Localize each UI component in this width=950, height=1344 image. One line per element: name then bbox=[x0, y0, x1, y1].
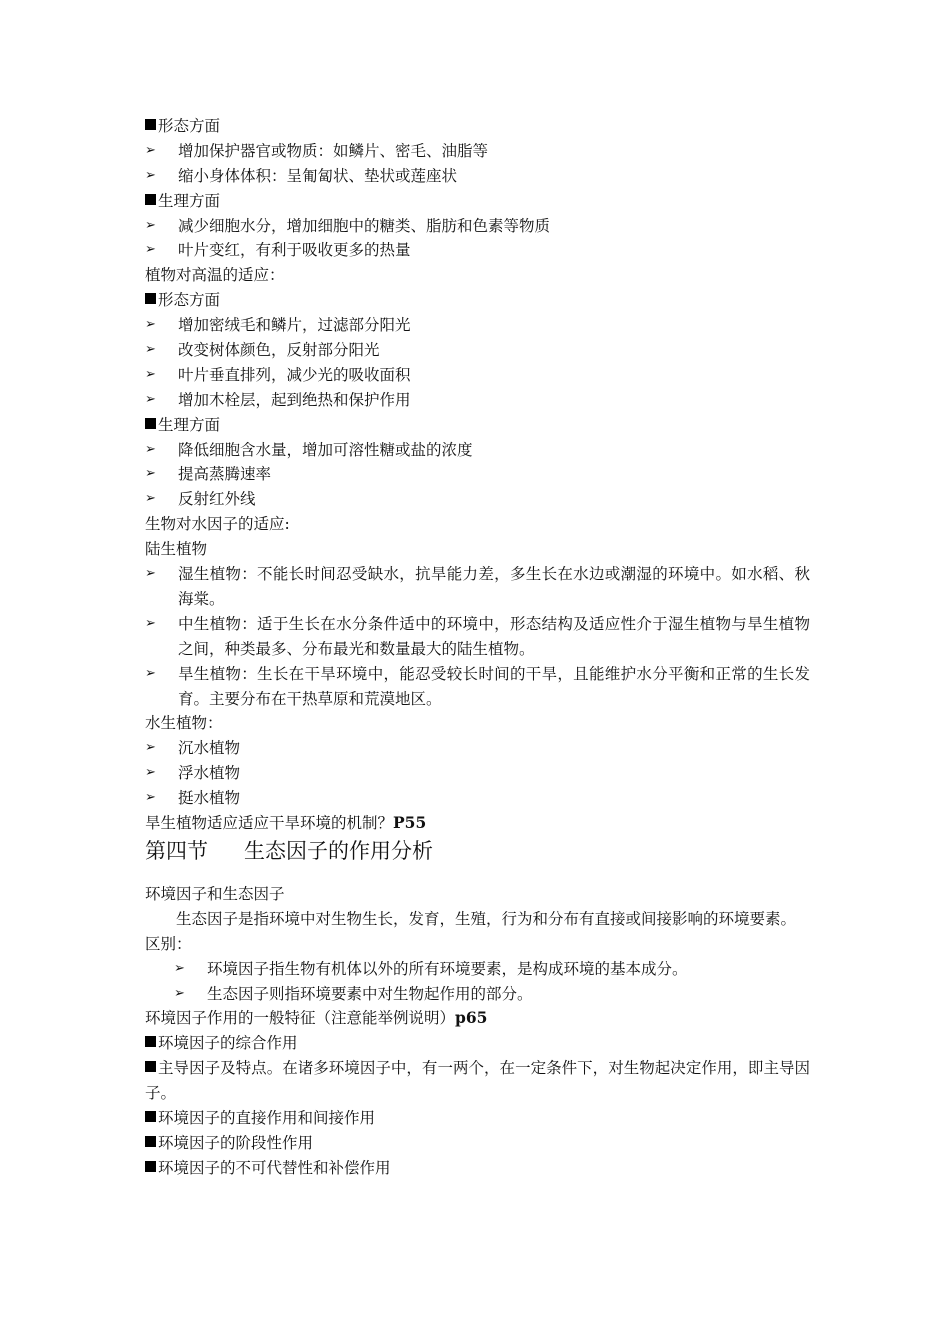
section-label: 生理方面 bbox=[145, 189, 810, 214]
list-item: ➢ 叶片垂直排列，减少光的吸收面积 bbox=[145, 363, 810, 388]
arrow-bullet-icon: ➢ bbox=[145, 466, 156, 482]
subheading: 环境因子作用的一般特征（注意能举例说明）p65 bbox=[145, 1008, 488, 1028]
list-item: ➢ 沉水植物 bbox=[145, 736, 810, 761]
section-label: 环境因子的综合作用 bbox=[145, 1031, 810, 1056]
arrow-bullet-icon: ➢ bbox=[145, 765, 156, 781]
list-item: ➢ 叶片变红，有利于吸收更多的热量 bbox=[145, 238, 810, 263]
list-item: ➢ 湿生植物：不能长时间忍受缺水，抗旱能力差，多生长在水边或潮湿的环境中。如水稻、秋海棠。 bbox=[145, 562, 810, 612]
subheading: 生物对水因子的适应: bbox=[145, 515, 290, 534]
square-bullet-icon bbox=[145, 1136, 156, 1147]
section-label: 生理方面 bbox=[145, 413, 810, 438]
arrow-bullet-icon: ➢ bbox=[174, 985, 185, 1001]
square-bullet-icon bbox=[145, 1036, 156, 1047]
arrow-bullet-icon: ➢ bbox=[174, 960, 185, 976]
subheading: 环境因子和生态因子 bbox=[145, 884, 285, 903]
arrow-bullet-icon: ➢ bbox=[145, 491, 156, 507]
section-label: 环境因子的直接作用和间接作用 bbox=[145, 1106, 810, 1131]
list-item: ➢ 增加木栓层，起到绝热和保护作用 bbox=[145, 388, 810, 413]
section-label: 形态方面 bbox=[145, 288, 810, 313]
list-item: ➢ 生态因子则指环境要素中对生物起作用的部分。 bbox=[145, 982, 810, 1007]
arrow-bullet-icon: ➢ bbox=[145, 366, 156, 382]
document-page bbox=[145, 114, 810, 1181]
list-item: ➢ 改变树体颜色，反射部分阳光 bbox=[145, 338, 810, 363]
square-bullet-icon bbox=[145, 194, 156, 205]
arrow-bullet-icon: ➢ bbox=[145, 740, 156, 756]
square-bullet-icon bbox=[145, 1161, 156, 1172]
arrow-bullet-icon: ➢ bbox=[145, 566, 156, 582]
list-item: ➢ 反射红外线 bbox=[145, 487, 810, 512]
subheading: 植物对高温的适应： bbox=[145, 266, 285, 285]
section-label: 环境因子的不可代替性和补偿作用 bbox=[145, 1156, 810, 1181]
arrow-bullet-icon: ➢ bbox=[145, 142, 156, 158]
list-item: ➢ 环境因子指生物有机体以外的所有环境要素，是构成环境的基本成分。 bbox=[145, 957, 810, 982]
list-item: ➢ 增加密绒毛和鳞片，过滤部分阳光 bbox=[145, 313, 810, 338]
list-item: ➢ 降低细胞含水量，增加可溶性糖或盐的浓度 bbox=[145, 438, 810, 463]
arrow-bullet-icon: ➢ bbox=[145, 790, 156, 806]
list-item: ➢ 浮水植物 bbox=[145, 761, 810, 786]
arrow-bullet-icon: ➢ bbox=[145, 391, 156, 407]
list-item: ➢ 提高蒸腾速率 bbox=[145, 462, 810, 487]
arrow-bullet-icon: ➢ bbox=[145, 242, 156, 258]
section-label: 环境因子的阶段性作用 bbox=[145, 1131, 810, 1156]
section-label: 主导因子及特点。在诸多环境因子中，有一两个，在一定条件下，对生物起决定作用，即主导因子。 bbox=[145, 1059, 810, 1103]
list-item: ➢ 旱生植物：生长在干旱环境中，能忍受较长时间的干旱，且能维护水分平衡和正常的生长发育。主要分布在干热草原和荒漠地区。 bbox=[145, 662, 810, 712]
subheading: 水生植物： bbox=[145, 714, 223, 733]
question-line: 旱生植物适应适应干旱环境的机制？P55 bbox=[145, 813, 427, 833]
arrow-bullet-icon: ➢ bbox=[145, 615, 156, 631]
square-bullet-icon bbox=[145, 1061, 156, 1072]
arrow-bullet-icon: ➢ bbox=[145, 317, 156, 333]
square-bullet-icon bbox=[145, 293, 156, 304]
paragraph: 生态因子是指环境中对生物生长，发育，生殖，行为和分布有直接或间接影响的环境要素。区别： bbox=[145, 909, 797, 953]
list-item: ➢ 增加保护器官或物质：如鳞片、密毛、油脂等 bbox=[145, 139, 810, 164]
arrow-bullet-icon: ➢ bbox=[145, 441, 156, 457]
arrow-bullet-icon: ➢ bbox=[145, 167, 156, 183]
list-item: ➢ 减少细胞水分，增加细胞中的糖类、脂肪和色素等物质 bbox=[145, 214, 810, 239]
square-bullet-icon bbox=[145, 418, 156, 429]
section-label: 形态方面 bbox=[145, 114, 810, 139]
square-bullet-icon bbox=[145, 119, 156, 130]
arrow-bullet-icon: ➢ bbox=[145, 665, 156, 681]
list-item: ➢ 缩小身体体积：呈匍匐状、垫状或莲座状 bbox=[145, 164, 810, 189]
list-item: ➢ 挺水植物 bbox=[145, 786, 810, 811]
section-heading: 第四节 生态因子的作用分析 bbox=[145, 838, 433, 863]
subheading: 陆生植物 bbox=[145, 540, 208, 559]
square-bullet-icon bbox=[145, 1111, 156, 1122]
list-item: ➢ 中生植物：适于生长在水分条件适中的环境中，形态结构及适应性介于湿生植物与旱生植物之间，种类最多、分布最光和数量最大的陆生植物。 bbox=[145, 612, 810, 662]
arrow-bullet-icon: ➢ bbox=[145, 217, 156, 233]
arrow-bullet-icon: ➢ bbox=[145, 342, 156, 358]
